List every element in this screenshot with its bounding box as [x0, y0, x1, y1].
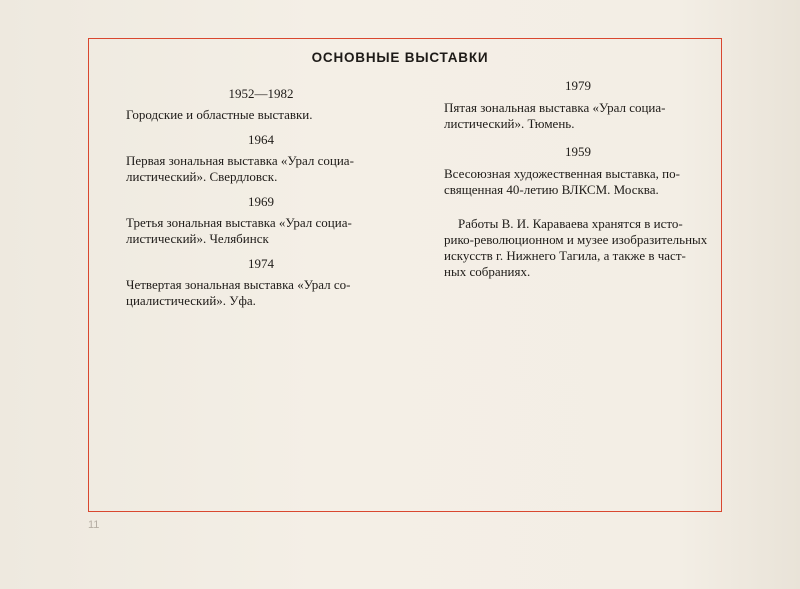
entry-year: 1979	[565, 78, 591, 93]
exhibition-entry	[126, 86, 396, 123]
exhibition-entry	[126, 256, 396, 309]
note-line: Работы В. И. Караваева хранятся в исто-	[458, 216, 683, 231]
entry-line: священная 40-летию ВЛКСМ. Москва.	[444, 182, 659, 197]
page-title: ОСНОВНЫЕ ВЫСТАВКИ	[311, 50, 489, 65]
entry-line: Первая зональная выставка «Урал социа-	[126, 153, 354, 168]
entry-text	[126, 107, 396, 123]
entry-year: 1974	[248, 256, 274, 271]
entry-line: листический». Свердловск.	[126, 169, 278, 184]
entry-year: 1969	[248, 194, 274, 209]
exhibition-entry	[444, 78, 712, 132]
entry-text	[444, 100, 712, 132]
entry-line: листический». Челябинск	[126, 231, 269, 246]
entry-line: Всесоюзная художественная выставка, по-	[444, 166, 680, 181]
entry-text	[126, 277, 396, 309]
entry-line: Четвертая зональная выставка «Урал со-	[126, 277, 351, 292]
exhibition-entry	[126, 132, 396, 185]
entry-text	[126, 153, 396, 185]
entry-line: листический». Тюмень.	[444, 116, 575, 131]
entry-year: 1952—1982	[228, 86, 294, 101]
entry-line: циалистический». Уфа.	[126, 293, 256, 308]
entry-line: Третья зональная выставка «Урал социа-	[126, 215, 352, 230]
entry-text	[444, 166, 712, 198]
note-line: искусств г. Нижнего Тагила, а также в част-	[444, 248, 686, 263]
entry-text	[126, 215, 396, 247]
note-line: рико-революционном и музее изобразительных	[444, 232, 708, 247]
exhibition-entry	[444, 144, 712, 198]
entry-year: 1964	[248, 132, 274, 147]
page-number: 11	[88, 519, 100, 531]
entry-line: Пятая зональная выставка «Урал социа-	[444, 100, 666, 115]
entry-year: 1959	[565, 144, 591, 159]
note-line: ных собраниях.	[444, 264, 531, 279]
collections-note	[444, 216, 712, 280]
right-column	[444, 78, 712, 280]
left-column	[126, 84, 396, 318]
entry-line: Городские и областные выставки.	[126, 107, 313, 122]
exhibition-entry	[126, 194, 396, 247]
